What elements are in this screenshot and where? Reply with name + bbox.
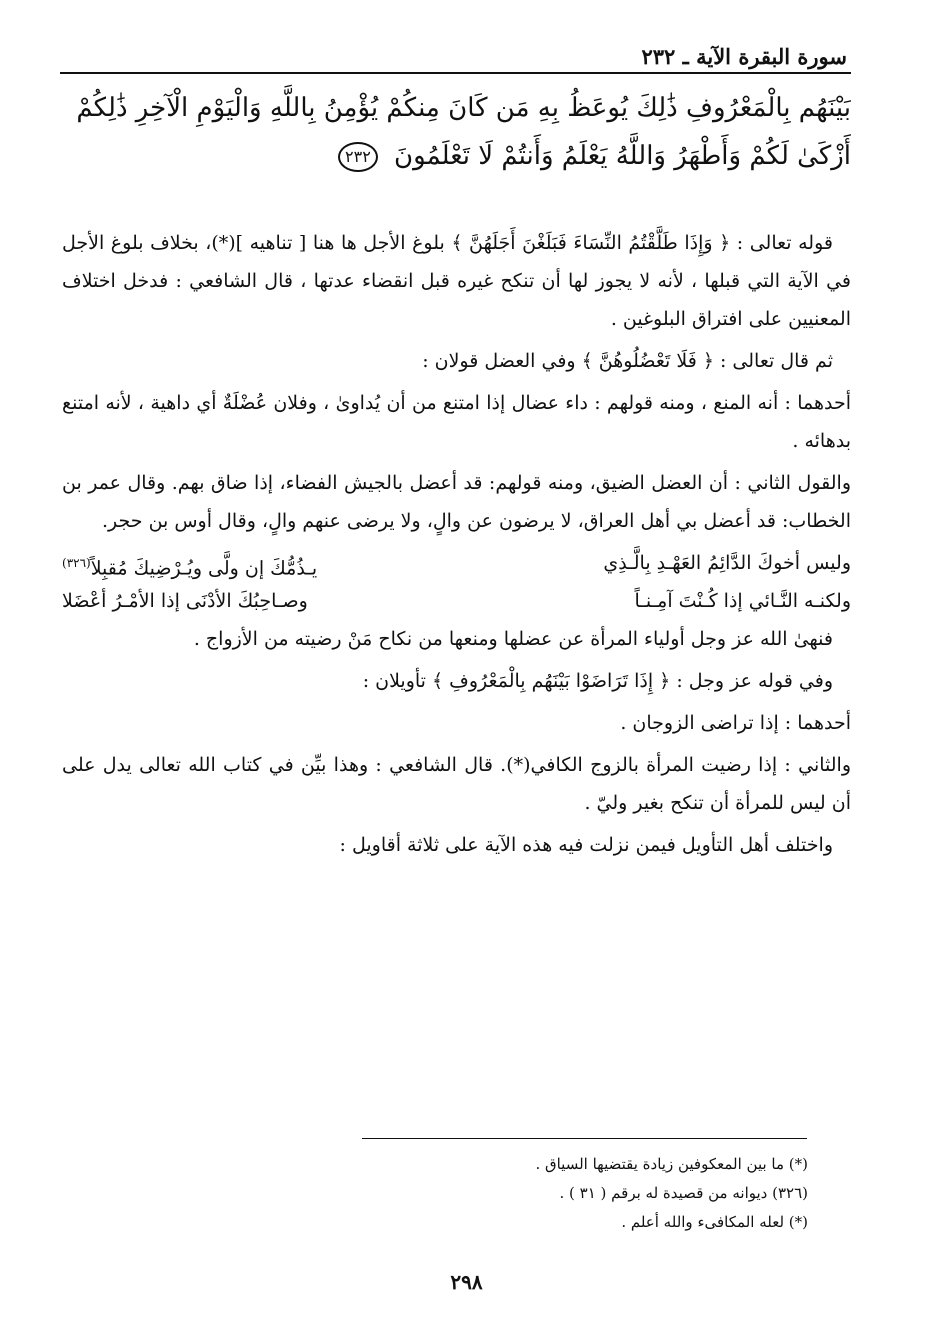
footnote-1: (*) ما بين المعكوفين زيادة يقتضيها السياق . bbox=[535, 1155, 808, 1173]
paragraph-2: ثم قال تعالى : ﴿ فَلَا تَعْضُلُوهُنَّ ﴾ وفي العضل قولان : bbox=[422, 350, 833, 372]
paragraph-7: أحدهما : إذا تراضى الزوجان . bbox=[620, 712, 851, 734]
verse-line-1: بَيْنَهُم بِالْمَعْرُوفِ ذَٰلِكَ يُوعَظُ بِهِ مَن كَانَ مِنكُمْ يُؤْمِنُ بِاللَّهِ وَالْيَوْمِ الْآخِرِ ذَٰلِكُمْ bbox=[76, 93, 851, 123]
poem-line-1-second-text: يـذُمُّكَ إن ولَّى ويُـرْضِيكَ مُقبِلاً bbox=[90, 557, 318, 580]
paragraph-8: والثاني : إذا رضيت المرأة بالزوج الكافي(*). قال الشافعي : وهذا بيِّن في كتاب الله تعالى يدل على أن ليس للمرأة أن تنكح بغير وليّ . bbox=[62, 754, 851, 814]
quran-verse-block bbox=[62, 84, 851, 180]
paragraph-6: وفي قوله عز وجل : ﴿ إِذَا تَرَاضَوْا بَيْنَهُم بِالْمَعْرُوفِ ﴾ تأويلان : bbox=[362, 670, 833, 692]
footnotes bbox=[120, 1150, 808, 1237]
paragraph-4: والقول الثاني : أن العضل الضيق، ومنه قولهم: قد أعضل بالجيش الفضاء، إذا ضاق بهم. وقال عمر بن الخطاب: قد أعضل بي أهل العراق، لا يرضون عن والٍ، ولا يرضى عنهم والٍ، وقال أوس بن حجر. bbox=[62, 472, 851, 532]
poem-line-2-second-hemistich: وصـاحِبُكَ الأدْنَى إذا الأمْـرُ أعْضَلا bbox=[62, 590, 308, 612]
poem-footnote-ref: (٣٢٦) bbox=[62, 556, 91, 570]
poem-line-2 bbox=[62, 582, 851, 620]
footnote-divider bbox=[362, 1138, 807, 1139]
paragraph-1: قوله تعالى : ﴿ وَإِذَا طَلَّقْتُمُ النِّسَاءَ فَبَلَغْنَ أَجَلَهُنَّ ﴾ بلوغ الأجل ها هنا [ تناهيه ](*)، بخلاف بلوغ الأجل في الآية التي قبلها ، لأنه لا يجوز لها أن تنكح غيره قبل انقضاء عدتها ، قال الشافعي : فدخل اختلاف المعنيين على افتراق البلوغين . bbox=[62, 232, 851, 330]
poem-line-1 bbox=[62, 544, 851, 582]
paragraph-9: واختلف أهل التأويل فيمن نزلت فيه هذه الآية على ثلاثة أقاويل : bbox=[339, 834, 833, 856]
paragraph-3: أحدهما : أنه المنع ، ومنه قولهم : داء عضال إذا امتنع من أن يُداوىٰ ، وفلان عُضْلَةٌ أي داهية ، لأنه امتنع بدهائه . bbox=[62, 392, 851, 452]
poem-line-2-first-hemistich: ولكنـه النَّـائي إذا كُـنْتَ آمِـنـاً bbox=[634, 590, 851, 612]
poem-line-1-first-hemistich: وليس أخوكَ الدَّائِمُ العَهْـدِ بِالَّـذِي bbox=[603, 552, 851, 574]
footnote-3: (*) لعله المكافىء والله أعلم . bbox=[621, 1213, 808, 1231]
running-header bbox=[60, 42, 851, 74]
poem-line-1-second-hemistich bbox=[62, 544, 317, 582]
verse-line-2-text: أَزْكَىٰ لَكُمْ وَأَطْهَرُ وَاللَّهُ يَعْلَمُ وَأَنتُمْ لَا تَعْلَمُونَ bbox=[394, 141, 851, 171]
verse-line-2 bbox=[62, 132, 851, 180]
paragraph-5: فنهىٰ الله عز وجل أولياء المرأة عن عضلها ومنعها من نكاح مَنْ رضيته من الأزواج . bbox=[193, 628, 833, 650]
commentary-body bbox=[62, 224, 851, 868]
page-number: ٢٩٨ bbox=[450, 1270, 483, 1294]
poem-verses bbox=[62, 544, 851, 620]
footnote-2: (٣٢٦) ديوانه من قصيدة له برقم ( ٣١ ) . bbox=[559, 1184, 808, 1202]
header-title: سورة البقرة الآية ـ ٢٣٢ bbox=[641, 44, 847, 69]
verse-number-marker: ٢٣٢ bbox=[338, 142, 378, 172]
